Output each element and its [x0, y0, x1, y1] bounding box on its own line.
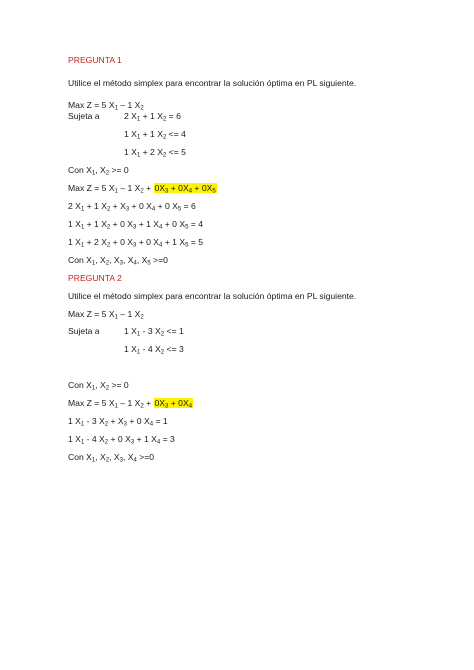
q1-constraint-1: 2 $X_1 + 1$ $X_2 = 6$	[124, 111, 181, 123]
q1-slack-highlight: $0X_3 + 0X_4 + 0X_5$	[154, 183, 216, 195]
q2-standard-row-1: 1 $X_1 - 3$ $X_2 + X_3 + 0$ $X_4 = 1$	[68, 416, 168, 428]
q1-heading: PREGUNTA 1	[68, 55, 122, 65]
q2-instruction: Utilice el método simplex para encontrar la solución óptima en PL siguiente.	[68, 291, 357, 301]
q2-standard-row-2: 1 $X_1 - 4$ $X_2 + 0$ $X_3 + 1$ $X_4 = 3$	[68, 434, 175, 446]
q2-subject-label: Sujeta a	[68, 326, 100, 336]
q1-standard-objective: Max Z = 5 $X_1 - 1$ $X_2 + 0X_3 + 0X_4 + 0X_5$	[68, 183, 216, 195]
q1-standard-row-2: 1 $X_1 + 1$ $X_2 + 0$ $X_3 + 1$ $X_4 + 0$ $X_5 = 4$	[68, 219, 204, 231]
q2-slack-highlight: $0X_3 + 0X_4$	[154, 398, 193, 410]
q2-constraint-2: 1 $X_1 - 4$ $X_2 <= 3$	[124, 344, 184, 356]
q2-constraint-1: 1 $X_1 - 3$ $X_2 <= 1$	[124, 326, 184, 338]
q1-subject-label: Sujeta a	[68, 111, 100, 121]
q1-objective: Max Z = 5 $X_1 - 1$ $X_2$	[68, 100, 144, 112]
q2-objective: Max Z = 5 $X_1 - 1$ $X_2$	[68, 309, 144, 321]
q1-standard-row-3: 1 $X_1 + 2$ $X_2 + 0$ $X_3 + 0$ $X_4 + 1$ $X_5 = 5$	[68, 237, 204, 249]
q2-standard-nonnegativity: Con $X_1$, $X_2$, $X_3$, $X_4 >=0$	[68, 452, 155, 464]
q1-constraint-2: 1 $X_1 + 1$ $X_2 <= 4$	[124, 129, 186, 141]
q1-standard-row-1: 2 $X_1 + 1$ $X_2 + X_3 + 0$ $X_4 + 0$ $X_5 = 6$	[68, 201, 196, 213]
q1-constraint-3: 1 $X_1 + 2$ $X_2 <= 5$	[124, 147, 186, 159]
q1-instruction: Utilice el método simplex para encontrar la solución óptima en PL siguiente.	[68, 78, 357, 88]
q2-nonnegativity: Con $X_1$, $X_2 >= 0$	[68, 380, 129, 392]
q1-nonnegativity: Con $X_1$, $X_2 >= 0$	[68, 165, 129, 177]
q2-heading: PREGUNTA 2	[68, 273, 122, 283]
q2-standard-objective: Max Z = 5 $X_1 - 1$ $X_2 + 0X_3 + 0X_4$	[68, 398, 193, 410]
q1-standard-nonnegativity: Con $X_1$, $X_2$, $X_3$, $X_4$, $X_5 >=0$	[68, 255, 168, 267]
